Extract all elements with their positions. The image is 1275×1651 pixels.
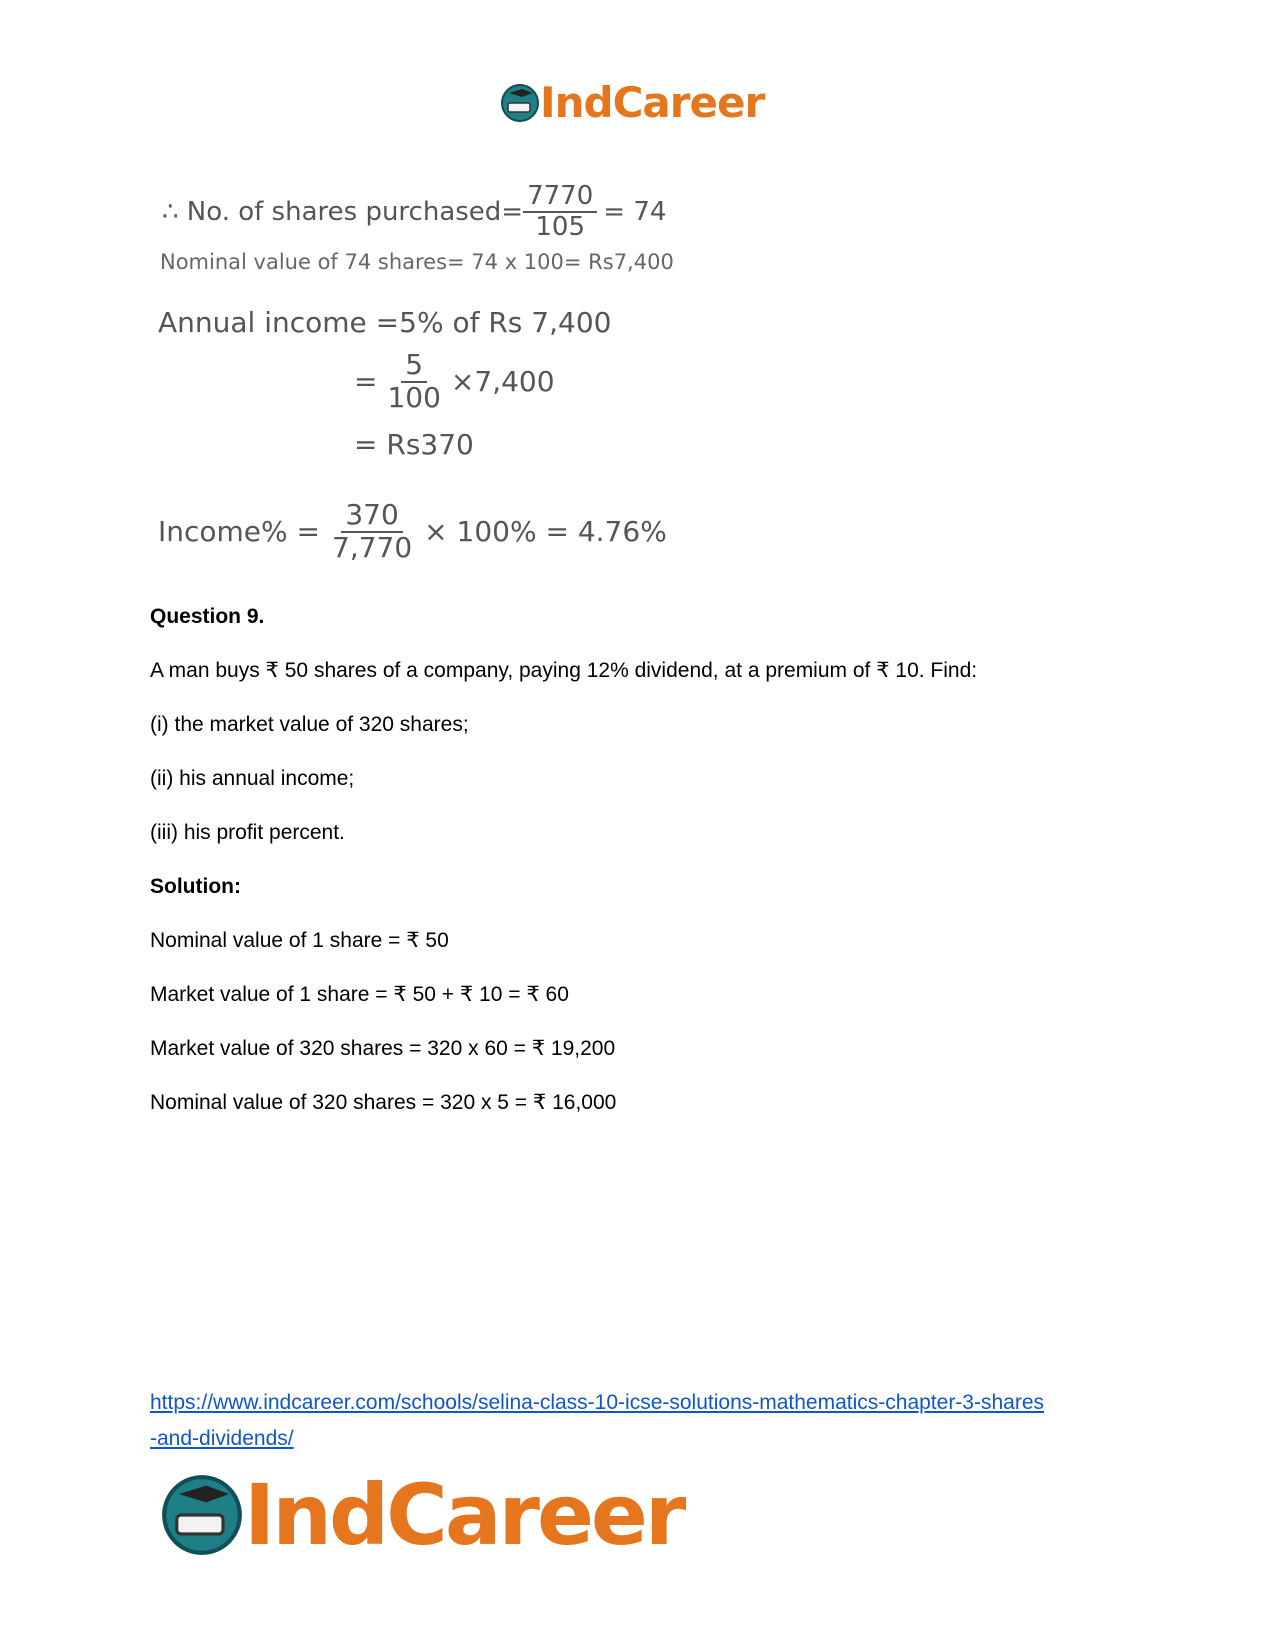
shares-denominator: 105 bbox=[535, 211, 585, 242]
shares-numerator: 7770 bbox=[523, 182, 597, 213]
source-link-line1[interactable]: https://www.indcareer.com/schools/selina-class-10-icse-solutions-mathematics-chapter-3-shares bbox=[150, 1391, 1045, 1414]
annual-denominator: 100 bbox=[387, 380, 441, 414]
footer-logo bbox=[160, 1466, 684, 1564]
solution-line: Nominal value of 320 shares = 320 x 5 = ₹ 16,000 bbox=[150, 1091, 617, 1114]
header-logo bbox=[500, 80, 764, 126]
logo-text: IndCareer bbox=[540, 78, 765, 127]
shares-result: = 74 bbox=[603, 196, 667, 227]
annual-numerator: 5 bbox=[401, 350, 427, 383]
solution-title: Solution: bbox=[150, 875, 241, 898]
solution-line: Market value of 1 share = ₹ 50 + ₹ 10 = ₹ 60 bbox=[150, 983, 569, 1006]
annual-times: ×7,400 bbox=[450, 365, 555, 399]
income-denominator: 7,770 bbox=[332, 530, 413, 564]
income-suffix: × 100% = 4.76% bbox=[424, 515, 667, 549]
income-percent-equation bbox=[158, 500, 667, 564]
annual-income-result: = Rs370 bbox=[354, 428, 474, 461]
globe-book-icon bbox=[500, 83, 540, 123]
question-title: Question 9. bbox=[150, 605, 265, 628]
question-part: (i) the market value of 320 shares; bbox=[150, 713, 469, 736]
source-link-line2[interactable]: -and-dividends/ bbox=[150, 1427, 294, 1450]
annual-income-line: Annual income =5% of Rs 7,400 bbox=[158, 306, 612, 339]
solution-line: Market value of 320 shares = 320 x 60 = ₹ 19,200 bbox=[150, 1037, 616, 1060]
income-fraction bbox=[328, 500, 416, 564]
income-numerator: 370 bbox=[341, 500, 402, 533]
annual-income-fraction-line bbox=[354, 350, 555, 414]
annual-fraction bbox=[383, 350, 444, 414]
shares-prefix: ∴ No. of shares purchased= bbox=[162, 196, 524, 227]
nominal-value-line: Nominal value of 74 shares= 74 x 100= Rs7,400 bbox=[160, 250, 674, 274]
question-part: (iii) his profit percent. bbox=[150, 821, 345, 844]
source-link[interactable] bbox=[150, 1385, 1130, 1457]
shares-fraction bbox=[523, 182, 597, 241]
shares-purchased-equation bbox=[162, 182, 666, 241]
logo-text: IndCareer bbox=[244, 1466, 684, 1564]
question-statement: A man buys ₹ 50 shares of a company, paying 12% dividend, at a premium of ₹ 10. Find: bbox=[150, 659, 978, 682]
solution-line: Nominal value of 1 share = ₹ 50 bbox=[150, 929, 449, 952]
globe-book-icon bbox=[160, 1473, 244, 1557]
annual-equals: = bbox=[354, 365, 378, 399]
question-part: (ii) his annual income; bbox=[150, 767, 355, 790]
income-prefix: Income% = bbox=[158, 515, 320, 549]
